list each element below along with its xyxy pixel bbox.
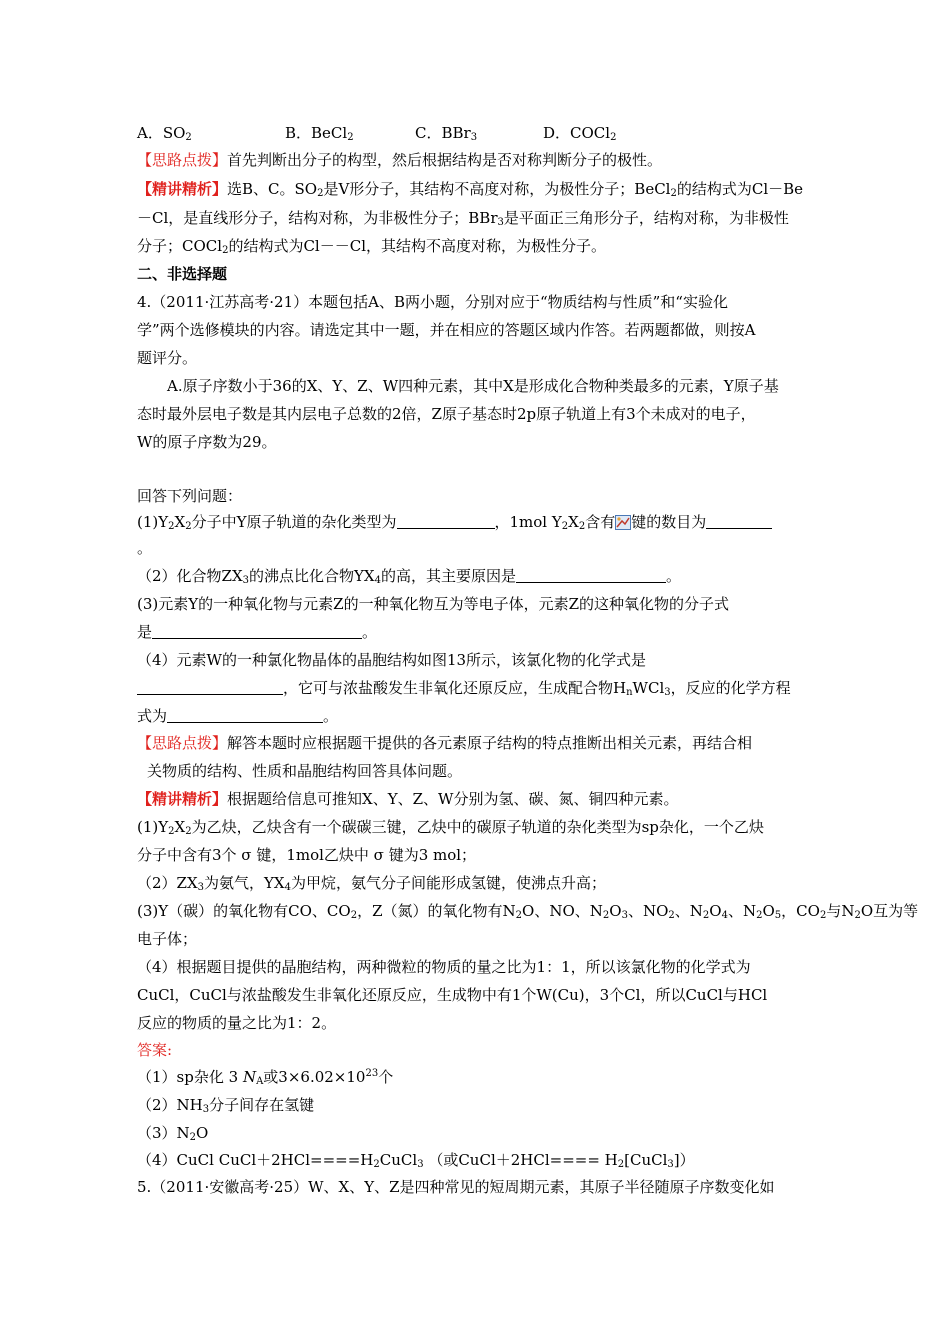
q4-exp4-line1: （4）根据题目提供的晶胞结构，两种微粒的物质的量之比为1：1，所以该氯化物的化学式为 xyxy=(137,958,751,976)
q4-exp2: $(2)ZX_3$为氨气，$YX_4$为甲烷，氨气分子间能形成氢键，使沸点升高； xyxy=(137,874,607,893)
q4-hint-line1: 【思路点拨】解答本题时应根据题干提供的各元素原子结构的特点推断出相关元素，再结合相 xyxy=(137,734,753,752)
q4-stem-line4: A.原子序数小于36的X、Y、Z、W四种元素，其中X是形成化合物种类最多的元素，Y原子基 xyxy=(167,377,779,395)
answer-tag: 答案: xyxy=(137,1041,173,1059)
q3-explanation-line2: －Cl，是直线形分子，结构对称，为非极性分子；BBr$_3$是平面正三角形分子，结构对称，为非极性 xyxy=(137,209,789,228)
answer-4: （4）CuCl $CuCl+2HCl====H_2CuCl_3$ （或CuCl＋2HCl==== $H_2[CuCl_3]$） xyxy=(137,1151,695,1170)
option-a: A．$SO_2$ xyxy=(137,124,192,143)
q4-ask: 回答下列问题： xyxy=(137,487,243,505)
q4-hint-line2: 关物质的结构、性质和晶胞结构回答具体问题。 xyxy=(147,762,463,780)
answer-3: $(3)N_2O$ xyxy=(137,1124,209,1143)
explanation-tag: 【精讲精析】 xyxy=(137,790,228,808)
q4-sub3-line1: (3)元素Y的一种氧化物与元素Z的一种氧化物互为等电子体，元素Z的这种氧化物的分子式 xyxy=(137,595,729,613)
q4-stem-line1: 4.（2011·江苏高考·21）本题包括A、B两小题，分别对应于“物质结构与性质”和“实验化 xyxy=(137,293,728,311)
answer-blank[interactable] xyxy=(167,708,323,723)
answer-blank[interactable] xyxy=(706,514,772,529)
q3-explanation-line3: 分子；COCl$_2$的结构式为Cl－－Cl，其结构不高度对称，为极性分子。 xyxy=(137,237,606,256)
q4-exp3-line2: 电子体； xyxy=(137,930,198,948)
q4-sub4-line3: 式为 。 xyxy=(137,707,339,725)
answer-blank[interactable] xyxy=(516,568,666,583)
option-b: B．BeCl$_2$ xyxy=(285,124,354,143)
q3-hint: 【思路点拨】首先判断出分子的构型，然后根据结构是否对称判断分子的极性。 xyxy=(137,151,663,169)
q4-explanation-intro: 【精讲精析】根据题给信息可推知X、Y、Z、W分别为氢、碳、氮、铜四种元素。 xyxy=(137,790,679,808)
section-title: 二、非选择题 xyxy=(137,265,228,283)
q4-exp3-line1: (3)Y（碳）的氧化物有CO、$CO_2$，Z（氮）的氧化物有$N_2O$、NO、$N_2O_3$、$NO_2$、$N_2O_4$、$N_2O_5$，$CO_2$与$N_2O$互为等 xyxy=(137,902,919,921)
q4-exp1-line2: 分子中含有3个 σ 键，1mol乙炔中 σ 键为3 mol； xyxy=(137,846,477,864)
answer-blank[interactable] xyxy=(152,624,362,639)
hint-tag: 【思路点拨】 xyxy=(137,151,228,169)
explanation-tag: 【精讲精析】 xyxy=(137,180,228,198)
q4-stem-line2: 学”两个选修模块的内容。请选定其中一题，并在相应的答题区域内作答。若两题都做，则按A xyxy=(137,321,756,339)
q4-sub2: （2）化合物$ZX_3$的沸点比化合物$YX_4$的高，其主要原因是 。 xyxy=(137,567,682,586)
answer-2: $(2)NH_3$分子间存在氢键 xyxy=(137,1096,315,1115)
q4-stem-line6: W的原子序数为29。 xyxy=(137,433,277,451)
q5-stem-line1: 5.（2011·安徽高考·25）W、X、Y、Z是四种常见的短周期元素，其原子半径随原子序数变化如 xyxy=(137,1178,775,1196)
answer-1: （1）sp杂化 3 $N_A$或$3\times 6.02\times 10^{23}$个 xyxy=(137,1068,394,1087)
q4-exp1-line1: $(1)Y_2X_2$为乙炔，乙炔含有一个碳碳三键，乙炔中的碳原子轨道的杂化类型为sp杂化，一个乙炔 xyxy=(137,818,764,837)
option-c: C．BBr$_3$ xyxy=(415,124,478,143)
q4-sub4-line1: （4）元素W的一种氯化物晶体的晶胞结构如图13所示，该氯化物的化学式是 xyxy=(137,651,647,669)
q3-explanation-line1: 【精讲精析】选B、C。$SO_2$是V形分子，其结构不高度对称，为极性分子；BeCl$_2$的结构式为Cl－Be xyxy=(137,180,804,199)
hint-tag: 【思路点拨】 xyxy=(137,734,228,752)
q4-stem-line5: 态时最外层电子数是其内层电子总数的2倍，Z原子基态时2p原子轨道上有3个未成对的电子， xyxy=(137,405,756,423)
q4-sub4-line2: ，它可与浓盐酸发生非氧化还原反应，生成配合物$H_nWCl_3$，反应的化学方程 xyxy=(137,678,791,698)
q4-exp4-line2: CuCl，CuCl与浓盐酸发生非氧化还原反应，生成物中有1个W(Cu)，3个Cl，所以CuCl与HCl xyxy=(137,986,768,1004)
pi-bond-image-icon xyxy=(615,515,631,530)
answer-blank[interactable] xyxy=(397,514,495,529)
q4-sub3-line2: 是 。 xyxy=(137,623,378,641)
q4-sub1-end: 。 xyxy=(137,539,153,557)
options-line xyxy=(137,123,616,143)
answer-blank[interactable] xyxy=(137,680,283,695)
q4-exp4-line3: 反应的物质的量之比为1：2。 xyxy=(137,1014,337,1032)
option-d: D．COCl$_2$ xyxy=(543,124,617,143)
q4-stem-line3: 题评分。 xyxy=(137,349,198,367)
q4-sub1: $(1)Y_2X_2$分子中Y原子轨道的杂化类型为 ，1mol $Y_2X_2$含有 键的数目为 xyxy=(137,512,772,532)
